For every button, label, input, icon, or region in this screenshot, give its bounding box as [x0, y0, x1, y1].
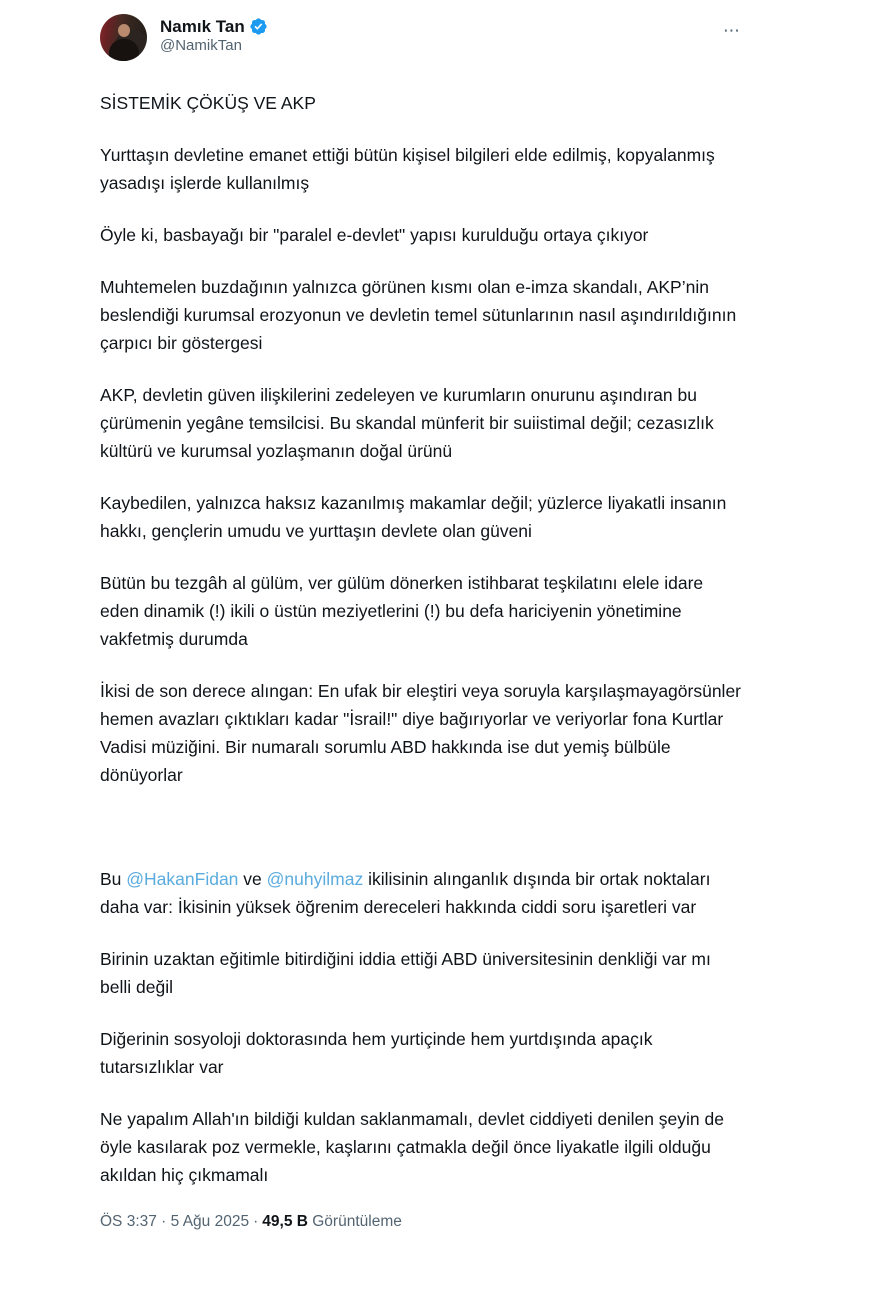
tweet-paragraph: İkisi de son derece alıngan: En ufak bir eleştiri veya soruyla karşılaşmayagörsünler hemen avazları çıktıkları kadar "İsrail!" diye bağırıyorlar ve veriyorlar fona Kurtlar Vadisi müziğini. Bir numaralı sorumlu ABD hakkında ise dut yemiş bülbüle dönüyorlar: [100, 681, 746, 785]
tweet-paragraph: Ne yapalım Allah'ın bildiği kuldan saklanmamalı, devlet ciddiyeti denilen şeyin de öyle kasılarak poz vermekle, kaşlarını çatmakla değil önce liyakatle ilgili olduğu akıldan hiç çıkmamalı: [100, 1109, 729, 1185]
author-name-row: [160, 16, 268, 37]
verified-badge-icon: [249, 17, 268, 36]
views-label: Görüntüleme: [312, 1213, 402, 1230]
author-block: [160, 14, 268, 56]
tweet-paragraph: AKP, devletin güven ilişkilerini zedeleyen ve kurumların onurunu aşındıran bu çürümenin yegâne temsilcisi. Bu skandal münferit bir suiistimal değil; cezasızlık kültürü ve kurumsal yozlaşmanın doğal ürünü: [100, 385, 719, 461]
author-name[interactable]: Namık Tan: [160, 17, 245, 36]
views-link[interactable]: [262, 1213, 402, 1231]
tweet-paragraph: Diğerinin sosyoloji doktorasında hem yurtiçinde hem yurtdışında apaçık tutarsızlıklar var: [100, 1029, 658, 1077]
tweet-paragraph: Bütün bu tezgâh al gülüm, ver gülüm dönerken istihbarat teşkilatını elele idare eden dinamik (!) ikili o üstün meziyetlerini (!) bu defa hariciyenin yönetimine vakfetmiş durumda: [100, 573, 709, 649]
tweet-paragraph: Yurttaşın devletine emanet ettiği bütün kişisel bilgileri elde edilmiş, kopyalanmış yasadışı işlerde kullanılmış: [100, 145, 725, 193]
author-handle[interactable]: @NamikTan: [160, 37, 242, 55]
more-menu-button[interactable]: ⋯: [723, 21, 742, 40]
tweet-paragraph: Kaybedilen, yalnızca haksız kazanılmış makamlar değil; yüzlerce liyakatli insanın hakkı, gençlerin umudu ve yurttaşın devlete olan güveni: [100, 493, 732, 541]
paragraph-spacer: [100, 813, 742, 841]
timestamp[interactable]: ÖS 3:37 · 5 Ağu 2025: [100, 1213, 250, 1230]
views-count: 49,5 B: [262, 1213, 308, 1230]
tweet-paragraph: SİSTEMİK ÇÖKÜŞ VE AKP: [100, 93, 316, 113]
tweet-paragraph: Muhtemelen buzdağının yalnızca görünen kısmı olan e-imza skandalı, AKP’nin beslendiği kurumsal erozyonun ve devletin temel sütunlarının nasıl aşındırıldığının çarpıcı bir göstergesi: [100, 277, 742, 353]
mention-link[interactable]: @HakanFidan: [126, 869, 239, 889]
mention-link[interactable]: @nuhyilmaz: [266, 869, 364, 889]
tweet-paragraph: Birinin uzaktan eğitimle bitirdiğini iddia ettiği ABD üniversitesinin denkliği var mı belli değil: [100, 949, 716, 997]
tweet-paragraph: Bu @HakanFidan ve @nuhyilmaz ikilisinin alınganlık dışında bir ortak noktaları daha var: İkisinin yüksek öğrenim dereceleri hakkında ciddi soru işaretleri var: [100, 869, 716, 917]
tweet-body: [100, 89, 746, 1189]
avatar[interactable]: [100, 14, 147, 61]
tweet-paragraph: Öyle ki, basbayağı bir "paralel e-devlet" yapısı kurulduğu ortaya çıkıyor: [100, 225, 649, 245]
tweet-footer: [100, 1213, 742, 1231]
tweet-header: [100, 14, 742, 64]
tweet-card: [100, 14, 746, 1231]
footer-separator: ·: [253, 1213, 259, 1230]
